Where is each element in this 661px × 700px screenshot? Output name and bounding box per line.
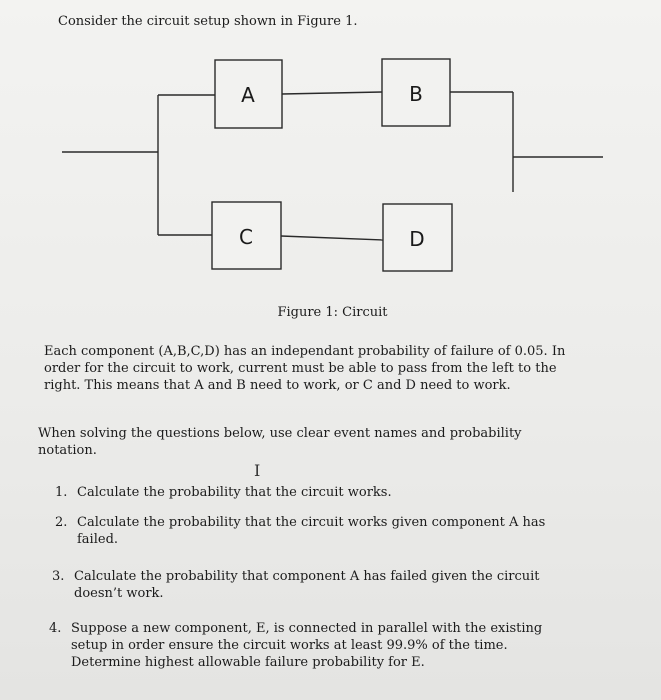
component-b-label: B	[409, 82, 423, 106]
question-text: Suppose a new component, E, is connected in parallel with the existing setup in order ensure the circuit works at least 99.9% of the time. Determine highest allowable failure probability for E.	[71, 621, 543, 670]
instructions-paragraph: When solving the questions below, use clear event names and probability notation.	[38, 426, 522, 458]
question-number: 1.	[55, 485, 68, 500]
a-to-b-wire	[282, 92, 382, 94]
question-number: 2.	[55, 515, 68, 530]
intro-text: Consider the circuit setup shown in Figure 1.	[58, 14, 358, 29]
question-item	[55, 514, 575, 548]
text-cursor-icon: I	[254, 461, 261, 480]
component-d-label: D	[409, 227, 425, 251]
circuit-diagram	[0, 0, 661, 330]
question-text: Calculate the probability that the circuit works given component A has failed.	[77, 515, 546, 547]
question-text: Calculate the probability that the circuit works.	[77, 485, 392, 500]
c-to-d-wire	[281, 236, 383, 240]
component-a-label: A	[241, 83, 255, 107]
question-text: Calculate the probability that component A has failed given the circuit doesn’t work.	[74, 569, 540, 601]
question-item	[55, 484, 575, 501]
component-c-label: C	[239, 225, 253, 249]
question-number: 4.	[49, 621, 62, 636]
question-item	[49, 620, 569, 671]
question-number: 3.	[52, 569, 65, 584]
question-item	[52, 568, 572, 602]
description-paragraph: Each component (A,B,C,D) has an independant probability of failure of 0.05. In order for the circuit to work, current must be able to pass from the left to the right. This means that A and B need to work, or C and D need to work.	[44, 344, 566, 393]
figure-caption: Figure 1: Circuit	[277, 305, 388, 320]
